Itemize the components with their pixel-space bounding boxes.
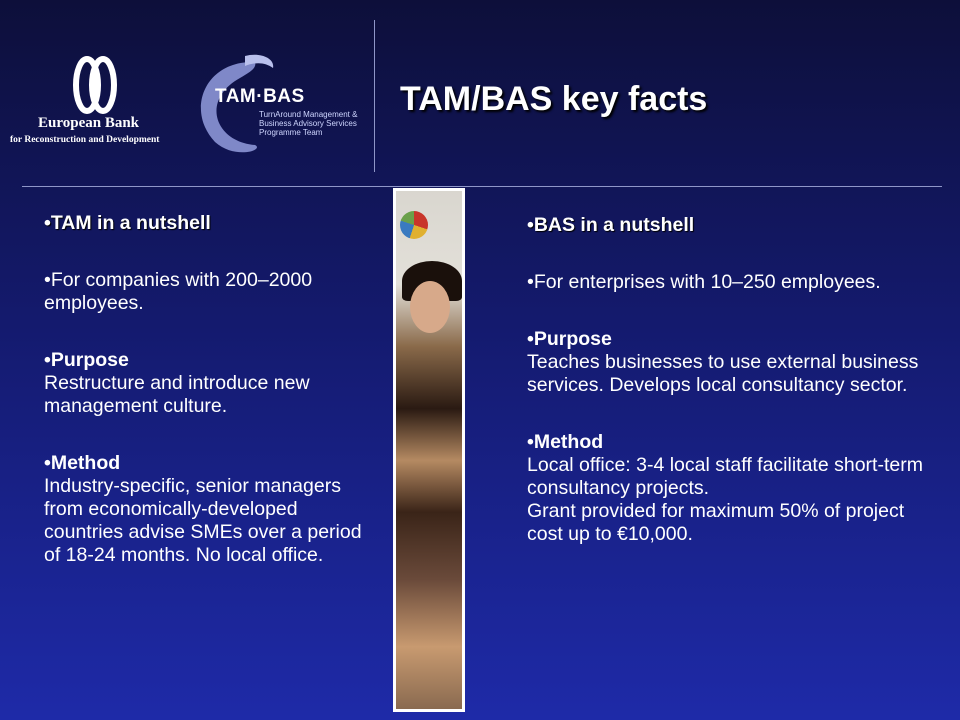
bas-method-text-1: Local office: 3-4 local staff facilitate short-term consultancy projects. (527, 454, 923, 499)
bas-purpose-label: •Purpose (527, 328, 612, 350)
bas-column (527, 214, 927, 580)
tambas-brand: TAM·BAS (215, 86, 305, 107)
tambas-logo (185, 50, 375, 165)
pie-chart-poster-icon (400, 211, 428, 239)
header-horizontal-divider (22, 186, 942, 187)
tam-purpose-text: Restructure and introduce new management culture. (44, 372, 310, 417)
ebrd-name: European Bank (38, 115, 140, 131)
ebrd-logo (10, 55, 180, 150)
tam-method-text: Industry-specific, senior managers from economically-developed countries advise SMEs over a period of 18-24 months. No local office. (44, 475, 362, 566)
tam-column (44, 212, 374, 601)
ebrd-subname: for Reconstruction and Development (10, 135, 160, 145)
bas-method (527, 431, 927, 546)
tam-heading: •TAM in a nutshell (44, 212, 211, 234)
bas-purpose-text: Teaches businesses to use external business services. Develops local consultancy sector. (527, 351, 919, 396)
tam-method (44, 452, 374, 567)
bas-purpose (527, 328, 927, 397)
ebrd-logo-icon (65, 55, 125, 115)
bas-heading: •BAS in a nutshell (527, 214, 695, 236)
person-face (410, 281, 450, 333)
tam-method-label: •Method (44, 452, 121, 474)
tam-purpose-label: •Purpose (44, 349, 129, 371)
header-vertical-divider (374, 20, 375, 172)
tambas-tagline: TurnAround Management & Business Advisory Services Programme Team (259, 110, 358, 137)
slide-title: TAM/BAS key facts (400, 80, 708, 118)
bas-method-label: •Method (527, 431, 604, 453)
bas-method-text-2: Grant provided for maximum 50% of project cost up to €10,000. (527, 500, 905, 545)
tam-purpose (44, 349, 374, 418)
tam-size: •For companies with 200–2000 employees. (44, 269, 313, 314)
bas-size: •For enterprises with 10–250 employees. (527, 271, 881, 293)
consultants-photo (393, 188, 465, 712)
